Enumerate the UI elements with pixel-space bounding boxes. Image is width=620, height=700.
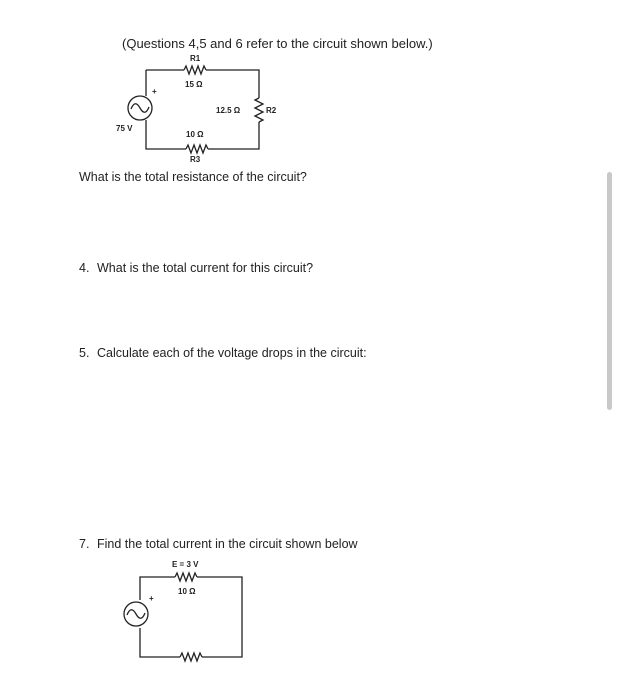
r-value-2: 10 Ω <box>178 587 196 596</box>
intro-text: (Questions 4,5 and 6 refer to the circuit shown below.) <box>122 36 433 51</box>
question-5-text: Calculate each of the voltage drops in the circuit: <box>97 346 367 360</box>
question-total-resistance: What is the total resistance of the circuit? <box>79 170 307 184</box>
r2-name: R2 <box>266 106 277 115</box>
question-4-number: 4. <box>79 261 90 275</box>
question-7 <box>79 537 358 551</box>
wire-top-right <box>206 70 259 98</box>
resistor-r3 <box>186 145 208 153</box>
circuit-1 <box>116 54 277 164</box>
emf-label: E = 3 V <box>172 560 199 569</box>
r1-value: 15 Ω <box>185 80 203 89</box>
resistor-bottom-2 <box>180 653 202 661</box>
question-5-number: 5. <box>79 346 90 360</box>
question-4 <box>79 261 313 275</box>
r1-name: R1 <box>190 54 201 63</box>
r3-name: R3 <box>190 155 201 164</box>
wire2-right <box>197 577 242 657</box>
source-plus-2: + <box>149 594 154 603</box>
resistor-r2 <box>255 98 263 122</box>
source-plus-1: + <box>152 87 157 96</box>
question-7-text: Find the total current in the circuit shown below <box>97 537 358 551</box>
scrollbar-thumb[interactable] <box>607 172 612 410</box>
r2-value: 12.5 Ω <box>216 106 241 115</box>
wire2-bottom-left <box>140 628 180 657</box>
question-5 <box>79 346 367 360</box>
question-7-number: 7. <box>79 537 90 551</box>
source-voltage-1: 75 V <box>116 124 133 133</box>
resistor-r1 <box>184 66 206 74</box>
question-4-text: What is the total current for this circuit? <box>97 261 314 275</box>
r3-value: 10 Ω <box>186 130 204 139</box>
wire2-top-left <box>140 577 175 600</box>
resistor-top-2 <box>175 573 197 581</box>
wire-bottom-left <box>146 120 186 149</box>
circuit-2 <box>124 560 242 661</box>
wire-right-bottom <box>208 122 259 149</box>
